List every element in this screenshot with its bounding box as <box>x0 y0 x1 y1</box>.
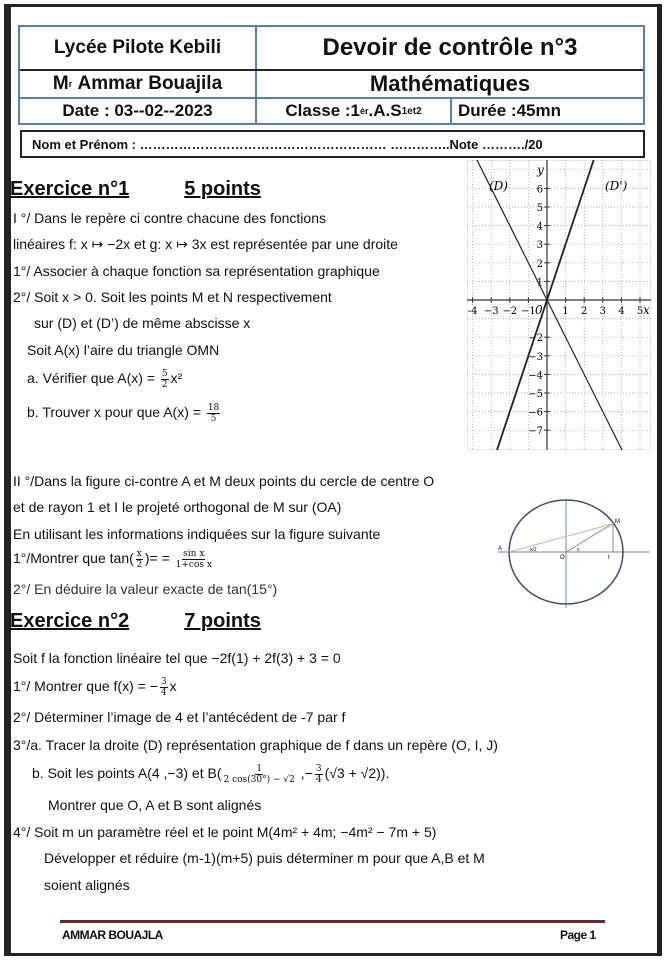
x-tick-label: 1 <box>562 306 569 317</box>
x-tick-label: −3 <box>483 306 499 317</box>
line-d-prime-label: (D') <box>605 179 628 193</box>
exercise-2-heading: Exercice n°2 7 points <box>10 610 261 632</box>
text-line: Soit f la fonction linéaire tel que −2f(1) + 2f(3) + 3 = 0 <box>13 650 341 666</box>
y-tick-label: 3 <box>536 240 543 252</box>
class-info: Classe :1 èr .A.S 1et2 <box>285 101 422 120</box>
point-o-label: O <box>560 555 565 561</box>
x-tick-label: −1 <box>521 306 536 317</box>
x-axis-label: x <box>643 303 650 317</box>
y-axis-label: y <box>537 163 544 177</box>
angle-half-label: x/2 <box>530 547 537 553</box>
origin-label: 0 <box>535 303 543 317</box>
text-line: b. Soit les points A(4 ,−3) et B( $\frac{1}{2 \cos(30^\circ) - √2}$ ,− $\frac{3}{4}$ (√3 + √2)). <box>32 764 390 785</box>
angle-x-label: x <box>577 547 580 553</box>
x-tick-label: 5 <box>636 306 644 317</box>
header-table <box>18 25 645 125</box>
x-tick-label: 4 <box>618 306 625 317</box>
y-tick-label: −2 <box>528 333 543 345</box>
text-line: En utilisant les informations indiquées sur la figure suivante <box>13 526 381 542</box>
text-line: soient alignés <box>44 877 130 893</box>
duration: Durée :45mn <box>458 101 561 120</box>
y-tick-label: −6 <box>528 407 543 419</box>
x-tick-label: 2 <box>581 306 588 317</box>
page-number: Page 1 <box>560 928 596 942</box>
text-line: Soit A(x) l’aire du triangle OMN <box>27 342 220 358</box>
y-tick-label: −3 <box>528 351 543 363</box>
question-a: a. Vérifier que A(x) = $\frac{5}{2}$ x² <box>27 369 183 390</box>
school-name: Lycée Pilote Kebili <box>53 37 222 58</box>
text-line: 1°/ Associer à chaque fonction sa représentation graphique <box>13 263 380 279</box>
footer-author: AMMAR BOUAJLA <box>62 928 163 942</box>
y-tick-label: 2 <box>536 258 543 270</box>
subject: Mathématiques <box>369 71 531 96</box>
text-line: 2°/ Soit x > 0. Soit les points M et N respectivement <box>13 289 332 305</box>
text-line: Développer et réduire (m-1)(m+5) puis déterminer m pour que A,B et M <box>44 850 485 866</box>
text-line: Montrer que O, A et B sont alignés <box>48 797 262 813</box>
y-tick-label: −5 <box>528 389 543 400</box>
text-line: II °/Dans la figure ci-contre A et M deux points du cercle de centre O <box>13 473 435 489</box>
x-tick-label: -4 <box>467 306 478 317</box>
graph-background <box>467 160 651 450</box>
text-line: 2°/ Déterminer l’image de 4 et l’antécédent de -7 par f <box>13 709 346 725</box>
point-m-label: M <box>615 519 620 525</box>
question-2: 2°/ En déduire la valeur exacte de tan(15°) <box>13 581 278 597</box>
text-line: 1°/ Montrer que f(x) = − $\frac{3}{4}$ x <box>13 677 177 698</box>
question-b: b. Trouver x pour que A(x) = $\frac{18}{5}$ <box>27 403 220 424</box>
point-i-label: I <box>608 555 610 561</box>
y-tick-label: 5 <box>536 203 543 214</box>
text-line: sur (D) et (D’) de même abscisse x <box>34 315 251 331</box>
text-line: et de rayon 1 et I le projeté orthogonal de M sur (OA) <box>13 499 342 515</box>
y-tick-label: 1 <box>536 277 543 289</box>
y-tick-label: 6 <box>536 184 543 196</box>
unit-circle-figure <box>490 490 660 610</box>
line-d-label: (D) <box>489 179 508 193</box>
text-line: I °/ Dans le repère ci contre chacune des fonctions <box>13 210 326 226</box>
text-line: 3°/a. Tracer la droite (D) représentation graphique de f dans un repère (O, I, J) <box>13 737 498 753</box>
name-field[interactable]: Nom et Prénom : ………………………………………………… …………..Note ………./20 <box>20 130 645 158</box>
y-tick-label: −7 <box>528 426 543 438</box>
footer-divider <box>60 920 605 923</box>
point-a-label: A <box>498 546 503 552</box>
y-tick-label: −4 <box>528 370 543 382</box>
exercise-1-heading: Exercice n°1 5 points <box>10 178 261 200</box>
x-tick-label: 3 <box>599 306 606 317</box>
exam-date: Date : 03--02--2023 <box>62 101 213 120</box>
linear-functions-graph <box>467 160 651 450</box>
exam-title: Devoir de contrôle n°3 <box>322 34 578 61</box>
question-1: 1°/Montrer que tan( $\frac{x}{2}$ )= = $\frac{\text{sin x}}{\text{1+cos x}}$ <box>13 549 212 570</box>
y-tick-label: 4 <box>536 221 543 233</box>
teacher-name: M r Ammar Bouajila <box>52 73 223 94</box>
text-line: 4°/ Soit m un paramètre réel et le point M(4m² + 4m; −4m² − 7m + 5) <box>13 824 437 840</box>
text-line: linéaires f: x ↦ −2x et g: x ↦ 3x est représentée par une droite <box>13 236 398 252</box>
x-tick-label: −2 <box>502 306 518 317</box>
